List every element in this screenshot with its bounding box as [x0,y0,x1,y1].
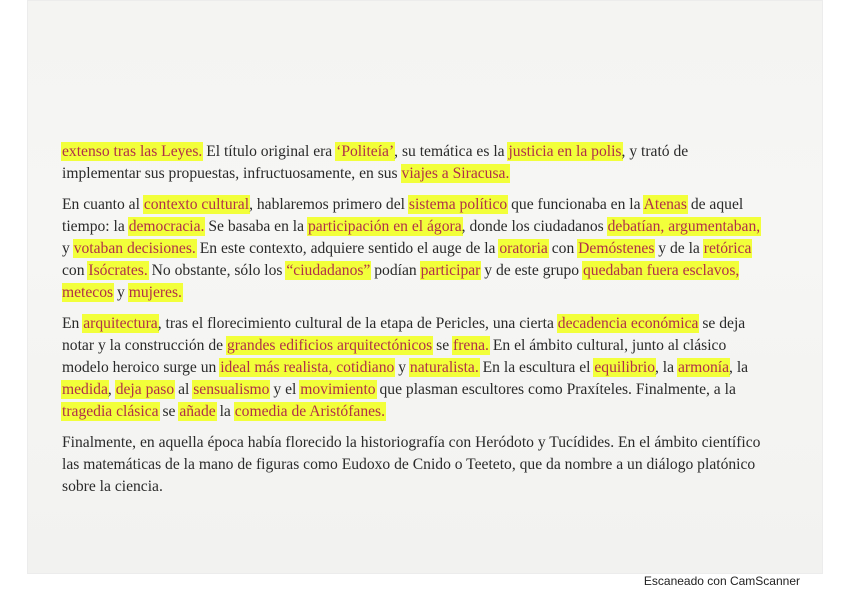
camscanner-watermark: Escaneado con CamScanner [643,574,800,588]
highlighted-phrase: naturalista. [409,359,479,376]
text-segment: Finalmente, en aquella época había florecido la historiografía con Heródoto y Tucídides. En el ámbito científico las matemáticas de la mano de figuras como Eudoxo de Cnido o Teeteto, que da nombre a un diálogo platónico sobre la ciencia. [62,434,761,495]
text-segment: que plasman escultores como Praxíteles. Finalmente, a la [375,381,736,398]
highlighted-phrase: sistema político [408,196,508,213]
paragraph [62,194,762,304]
text-segment: , hablaremos primero del [249,196,409,213]
highlighted-phrase: votaban decisiones. [73,240,196,257]
text-segment: En la escultura el [478,359,595,376]
highlighted-phrase: decadencia económica [557,315,699,332]
text-segment: En este contexto, adquiere sentido el auge de la [195,240,500,257]
highlighted-phrase: tragedia clásica [62,403,159,420]
text-segment: En [62,315,84,332]
highlighted-phrase: ideal más realista, cotidiano [220,359,395,376]
document-body [62,141,762,507]
highlighted-phrase: “ciudadanos” [286,262,371,279]
text-segment: y [113,284,129,301]
highlighted-phrase: deja paso [115,381,175,398]
text-segment: , su temática es la [394,143,509,160]
highlighted-phrase: oratoria [499,240,548,257]
text-segment: la [215,403,235,420]
paragraph [62,141,762,185]
text-segment: Se basaba en la [204,218,308,235]
highlighted-phrase: armonía [677,359,730,376]
text-segment: y de este grupo [480,262,583,279]
text-segment: , la [655,359,678,376]
highlighted-phrase: arquitectura [83,315,158,332]
highlighted-phrase: ‘Politeía’ [336,143,395,160]
highlighted-phrase: contexto cultural [143,196,250,213]
text-segment: y el [269,381,301,398]
text-segment: de aquel tiempo: la [62,196,744,235]
highlighted-phrase: debatían, argumentaban, [607,218,761,235]
highlighted-phrase: grandes edificios arquitectónicos [226,337,433,354]
paragraph [62,313,762,423]
text-segment: y de la [654,240,704,257]
text-segment: En el ámbito cultural, junto al clásico modelo heroico surge un [62,337,727,376]
text-segment: podían [370,262,421,279]
highlighted-phrase: viajes a Siracusa. [401,165,510,182]
text-segment: No obstante, sólo los [147,262,287,279]
text-segment: al [174,381,194,398]
text-segment: se deja notar y la construcción de [62,315,746,354]
text-segment: En cuanto al [62,196,144,213]
text-segment: que funcionaba en la [507,196,644,213]
text-segment: se [158,403,180,420]
highlighted-phrase: frena. [453,337,489,354]
highlighted-phrase: añade [179,403,216,420]
paragraph [62,432,762,498]
highlighted-phrase: movimiento [300,381,376,398]
highlighted-phrase: Demóstenes [578,240,655,257]
highlighted-phrase: equilibrio [594,359,655,376]
text-segment: , tras el florecimiento cultural de la etapa de Pericles, una cierta [157,315,558,332]
text-segment: El título original era [202,143,337,160]
text-segment: , donde los ciudadanos [461,218,608,235]
highlighted-phrase: comedia de Aristófanes. [234,403,386,420]
highlighted-phrase: Isócrates. [88,262,148,279]
highlighted-phrase: participación en el ágora [307,218,462,235]
text-segment: con [62,262,89,279]
highlighted-phrase: justicia en la polis [508,143,622,160]
text-segment: , [107,381,116,398]
text-segment: , y trató de implementar sus propuestas, infructuosamente, en sus [62,143,689,182]
highlighted-phrase: sensualismo [193,381,270,398]
highlighted-phrase: participar [420,262,481,279]
text-segment: y [62,240,74,257]
text-segment: con [547,240,579,257]
highlighted-phrase: retórica [703,240,752,257]
highlighted-phrase: mujeres. [128,284,182,301]
highlighted-phrase: Atenas [643,196,687,213]
text-segment: se [432,337,454,354]
highlighted-phrase: extenso tras las Leyes. [62,143,203,160]
highlighted-phrase: medida [62,381,108,398]
highlighted-phrase: quedaban fuera esclavos, metecos [62,262,740,301]
highlighted-phrase: democracia. [128,218,205,235]
text-segment: , la [729,359,749,376]
text-segment: y [394,359,410,376]
